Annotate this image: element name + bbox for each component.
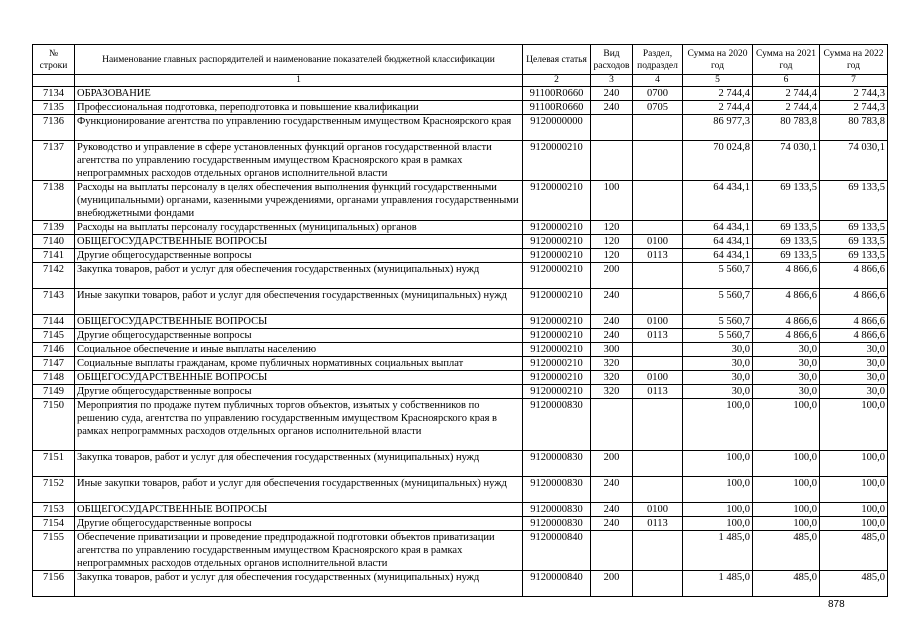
table-header-row (33, 45, 888, 75)
sum-2022: 69 133,5 (820, 181, 888, 221)
section-code (633, 221, 683, 235)
header-expense-type: Вид расходов (591, 45, 633, 75)
sum-2020: 100,0 (683, 451, 753, 477)
expense-type: 240 (591, 329, 633, 343)
expense-type: 240 (591, 503, 633, 517)
table-row (33, 101, 888, 115)
section-code: 0113 (633, 329, 683, 343)
table-row (33, 517, 888, 531)
section-code (633, 343, 683, 357)
target-article: 9120000210 (523, 181, 591, 221)
expense-type: 120 (591, 235, 633, 249)
expense-type: 100 (591, 181, 633, 221)
header-sum-2020: Сумма на 2020 год (683, 45, 753, 75)
section-code (633, 451, 683, 477)
section-code (633, 571, 683, 597)
row-name: ОБЩЕГОСУДАРСТВЕННЫЕ ВОПРОСЫ (75, 503, 523, 517)
row-name: Закупка товаров, работ и услуг для обеспечения государственных (муниципальных) нужд (75, 451, 523, 477)
row-name: Социальное обеспечение и иные выплаты населению (75, 343, 523, 357)
section-code (633, 477, 683, 503)
row-number: 7150 (33, 399, 75, 451)
sum-2020: 30,0 (683, 343, 753, 357)
sum-2021: 4 866,6 (753, 289, 820, 315)
sum-2022: 30,0 (820, 343, 888, 357)
sum-2021: 100,0 (753, 399, 820, 451)
section-code (633, 531, 683, 571)
target-article: 9120000210 (523, 221, 591, 235)
target-article: 9120000000 (523, 115, 591, 141)
expense-type: 320 (591, 357, 633, 371)
section-code: 0705 (633, 101, 683, 115)
row-number: 7140 (33, 235, 75, 249)
table-row (33, 477, 888, 503)
section-code (633, 263, 683, 289)
sum-2021: 4 866,6 (753, 263, 820, 289)
table-row (33, 531, 888, 571)
section-code: 0700 (633, 87, 683, 101)
sum-2022: 100,0 (820, 399, 888, 451)
target-article: 91100R0660 (523, 101, 591, 115)
target-article: 9120000840 (523, 571, 591, 597)
column-number: 3 (591, 75, 633, 87)
table-row (33, 315, 888, 329)
target-article: 9120000210 (523, 263, 591, 289)
section-code: 0100 (633, 503, 683, 517)
target-article: 9120000210 (523, 315, 591, 329)
row-number: 7156 (33, 571, 75, 597)
section-code: 0100 (633, 235, 683, 249)
table-row (33, 357, 888, 371)
target-article: 9120000830 (523, 477, 591, 503)
table-row (33, 289, 888, 315)
page-number: 878 (828, 599, 845, 610)
sum-2020: 30,0 (683, 357, 753, 371)
sum-2021: 30,0 (753, 357, 820, 371)
sum-2020: 100,0 (683, 517, 753, 531)
target-article: 9120000210 (523, 385, 591, 399)
sum-2022: 100,0 (820, 503, 888, 517)
expense-type: 200 (591, 263, 633, 289)
table-row (33, 263, 888, 289)
row-name: Социальные выплаты гражданам, кроме публичных нормативных социальных выплат (75, 357, 523, 371)
target-article: 9120000210 (523, 371, 591, 385)
column-number: 5 (683, 75, 753, 87)
section-code: 0113 (633, 517, 683, 531)
expense-type (591, 399, 633, 451)
row-number: 7134 (33, 87, 75, 101)
row-name: Другие общегосударственные вопросы (75, 385, 523, 399)
sum-2021: 69 133,5 (753, 249, 820, 263)
row-number: 7155 (33, 531, 75, 571)
sum-2022: 4 866,6 (820, 263, 888, 289)
row-name: ОБЩЕГОСУДАРСТВЕННЫЕ ВОПРОСЫ (75, 371, 523, 385)
section-code (633, 357, 683, 371)
expense-type (591, 531, 633, 571)
expense-type: 320 (591, 385, 633, 399)
sum-2021: 100,0 (753, 503, 820, 517)
section-code (633, 181, 683, 221)
column-number (33, 75, 75, 87)
sum-2020: 100,0 (683, 399, 753, 451)
sum-2021: 30,0 (753, 343, 820, 357)
section-code: 0113 (633, 385, 683, 399)
sum-2021: 2 744,4 (753, 101, 820, 115)
row-name: Закупка товаров, работ и услуг для обеспечения государственных (муниципальных) нужд (75, 263, 523, 289)
expense-type: 120 (591, 221, 633, 235)
table-row (33, 87, 888, 101)
sum-2021: 485,0 (753, 571, 820, 597)
sum-2021: 30,0 (753, 371, 820, 385)
sum-2020: 5 560,7 (683, 263, 753, 289)
expense-type: 240 (591, 477, 633, 503)
expense-type: 200 (591, 571, 633, 597)
sum-2020: 30,0 (683, 371, 753, 385)
sum-2022: 74 030,1 (820, 141, 888, 181)
target-article: 9120000210 (523, 235, 591, 249)
row-name: Руководство и управление в сфере установленных функций органов государственной власти агентства по управлению государственным имуществом Красноярского края в рамках непрограммных расходов отдельных органов исполнительной власти (75, 141, 523, 181)
sum-2020: 64 434,1 (683, 221, 753, 235)
target-article: 9120000210 (523, 343, 591, 357)
sum-2021: 69 133,5 (753, 235, 820, 249)
sum-2021: 100,0 (753, 477, 820, 503)
sum-2021: 100,0 (753, 517, 820, 531)
table-body (33, 87, 888, 597)
sum-2022: 80 783,8 (820, 115, 888, 141)
target-article: 9120000840 (523, 531, 591, 571)
column-number: 6 (753, 75, 820, 87)
row-name: Закупка товаров, работ и услуг для обеспечения государственных (муниципальных) нужд (75, 571, 523, 597)
section-code: 0113 (633, 249, 683, 263)
table-row (33, 571, 888, 597)
table-row (33, 141, 888, 181)
expense-type: 240 (591, 517, 633, 531)
sum-2020: 64 434,1 (683, 249, 753, 263)
row-number: 7141 (33, 249, 75, 263)
sum-2022: 69 133,5 (820, 235, 888, 249)
row-name: Функционирование агентства по управлению государственным имуществом Красноярского края (75, 115, 523, 141)
header-section: Раздел, подраздел (633, 45, 683, 75)
sum-2022: 69 133,5 (820, 249, 888, 263)
column-number: 2 (523, 75, 591, 87)
target-article: 9120000210 (523, 357, 591, 371)
expense-type: 300 (591, 343, 633, 357)
sum-2020: 1 485,0 (683, 571, 753, 597)
row-number: 7139 (33, 221, 75, 235)
row-number: 7144 (33, 315, 75, 329)
header-name: Наименование главных распорядителей и наименование показателей бюджетной классификации (75, 45, 523, 75)
expense-type (591, 141, 633, 181)
column-number-row (33, 75, 888, 87)
table-row (33, 115, 888, 141)
sum-2022: 2 744,3 (820, 87, 888, 101)
table-row (33, 385, 888, 399)
sum-2022: 485,0 (820, 531, 888, 571)
row-number: 7143 (33, 289, 75, 315)
target-article: 91100R0660 (523, 87, 591, 101)
row-name: Иные закупки товаров, работ и услуг для обеспечения государственных (муниципальных) нужд (75, 289, 523, 315)
sum-2021: 69 133,5 (753, 221, 820, 235)
sum-2020: 100,0 (683, 477, 753, 503)
expense-type: 240 (591, 315, 633, 329)
expense-type: 240 (591, 87, 633, 101)
target-article: 9120000210 (523, 329, 591, 343)
sum-2022: 4 866,6 (820, 329, 888, 343)
table-row (33, 343, 888, 357)
row-number: 7137 (33, 141, 75, 181)
sum-2022: 4 866,6 (820, 315, 888, 329)
row-name: Расходы на выплаты персоналу в целях обеспечения выполнения функций государственными (муниципальными) органами, казенными учреждениями, органами управления государственными внебюджетными фондами (75, 181, 523, 221)
row-number: 7153 (33, 503, 75, 517)
table-row (33, 235, 888, 249)
row-name: Расходы на выплаты персоналу государственных (муниципальных) органов (75, 221, 523, 235)
table-row (33, 249, 888, 263)
table-row (33, 451, 888, 477)
column-number: 4 (633, 75, 683, 87)
sum-2022: 69 133,5 (820, 221, 888, 235)
section-code (633, 141, 683, 181)
expense-type: 240 (591, 101, 633, 115)
row-number: 7148 (33, 371, 75, 385)
sum-2022: 30,0 (820, 371, 888, 385)
sum-2021: 74 030,1 (753, 141, 820, 181)
row-number: 7149 (33, 385, 75, 399)
row-number: 7152 (33, 477, 75, 503)
sum-2020: 5 560,7 (683, 315, 753, 329)
header-sum-2022: Сумма на 2022 год (820, 45, 888, 75)
budget-table (32, 44, 888, 597)
sum-2021: 4 866,6 (753, 315, 820, 329)
section-code (633, 289, 683, 315)
table-row (33, 329, 888, 343)
target-article: 9120000830 (523, 451, 591, 477)
sum-2022: 100,0 (820, 517, 888, 531)
section-code: 0100 (633, 315, 683, 329)
sum-2022: 4 866,6 (820, 289, 888, 315)
row-number: 7138 (33, 181, 75, 221)
sum-2020: 5 560,7 (683, 289, 753, 315)
row-name: Иные закупки товаров, работ и услуг для обеспечения государственных (муниципальных) нужд (75, 477, 523, 503)
row-name: Мероприятия по продаже путем публичных торгов объектов, изъятых у собственников по решению суда, агентства по управлению государственным имуществом Красноярского края в рамках непрограммных расходов отдельных органов исполнительной власти (75, 399, 523, 451)
sum-2020: 86 977,3 (683, 115, 753, 141)
sum-2021: 30,0 (753, 385, 820, 399)
sum-2021: 80 783,8 (753, 115, 820, 141)
sum-2020: 100,0 (683, 503, 753, 517)
table-row (33, 221, 888, 235)
row-number: 7147 (33, 357, 75, 371)
header-sum-2021: Сумма на 2021 год (753, 45, 820, 75)
expense-type: 240 (591, 289, 633, 315)
row-number: 7146 (33, 343, 75, 357)
row-name: Другие общегосударственные вопросы (75, 517, 523, 531)
row-number: 7145 (33, 329, 75, 343)
section-code: 0100 (633, 371, 683, 385)
target-article: 9120000210 (523, 141, 591, 181)
table-row (33, 371, 888, 385)
sum-2020: 30,0 (683, 385, 753, 399)
sum-2020: 64 434,1 (683, 181, 753, 221)
column-number: 1 (75, 75, 523, 87)
row-name: ОБЩЕГОСУДАРСТВЕННЫЕ ВОПРОСЫ (75, 235, 523, 249)
sum-2022: 100,0 (820, 477, 888, 503)
row-number: 7135 (33, 101, 75, 115)
sum-2022: 2 744,3 (820, 101, 888, 115)
target-article: 9120000830 (523, 517, 591, 531)
sum-2021: 100,0 (753, 451, 820, 477)
expense-type: 200 (591, 451, 633, 477)
sum-2021: 485,0 (753, 531, 820, 571)
sum-2022: 30,0 (820, 357, 888, 371)
row-number: 7151 (33, 451, 75, 477)
sum-2022: 100,0 (820, 451, 888, 477)
header-target: Целевая статья (523, 45, 591, 75)
row-name: ОБЩЕГОСУДАРСТВЕННЫЕ ВОПРОСЫ (75, 315, 523, 329)
table-row (33, 503, 888, 517)
table-row (33, 181, 888, 221)
sum-2021: 2 744,4 (753, 87, 820, 101)
sum-2020: 2 744,4 (683, 87, 753, 101)
sum-2020: 2 744,4 (683, 101, 753, 115)
row-name: Другие общегосударственные вопросы (75, 329, 523, 343)
row-number: 7136 (33, 115, 75, 141)
sum-2020: 5 560,7 (683, 329, 753, 343)
header-row-no: № строки (33, 45, 75, 75)
expense-type: 320 (591, 371, 633, 385)
row-name: ОБРАЗОВАНИЕ (75, 87, 523, 101)
sum-2022: 30,0 (820, 385, 888, 399)
expense-type: 120 (591, 249, 633, 263)
row-number: 7142 (33, 263, 75, 289)
table-row (33, 399, 888, 451)
expense-type (591, 115, 633, 141)
target-article: 9120000210 (523, 249, 591, 263)
sum-2020: 64 434,1 (683, 235, 753, 249)
section-code (633, 399, 683, 451)
row-name: Другие общегосударственные вопросы (75, 249, 523, 263)
row-name: Профессиональная подготовка, переподготовка и повышение квалификации (75, 101, 523, 115)
row-name: Обеспечение приватизации и проведение предпродажной подготовки объектов приватизации агентства по управлению государственным имуществом Красноярского края в рамках непрограммных расходов отдельных органов исполнительной власти (75, 531, 523, 571)
sum-2021: 4 866,6 (753, 329, 820, 343)
target-article: 9120000210 (523, 289, 591, 315)
target-article: 9120000830 (523, 399, 591, 451)
sum-2021: 69 133,5 (753, 181, 820, 221)
sum-2020: 1 485,0 (683, 531, 753, 571)
row-number: 7154 (33, 517, 75, 531)
sum-2020: 70 024,8 (683, 141, 753, 181)
section-code (633, 115, 683, 141)
target-article: 9120000830 (523, 503, 591, 517)
sum-2022: 485,0 (820, 571, 888, 597)
column-number: 7 (820, 75, 888, 87)
